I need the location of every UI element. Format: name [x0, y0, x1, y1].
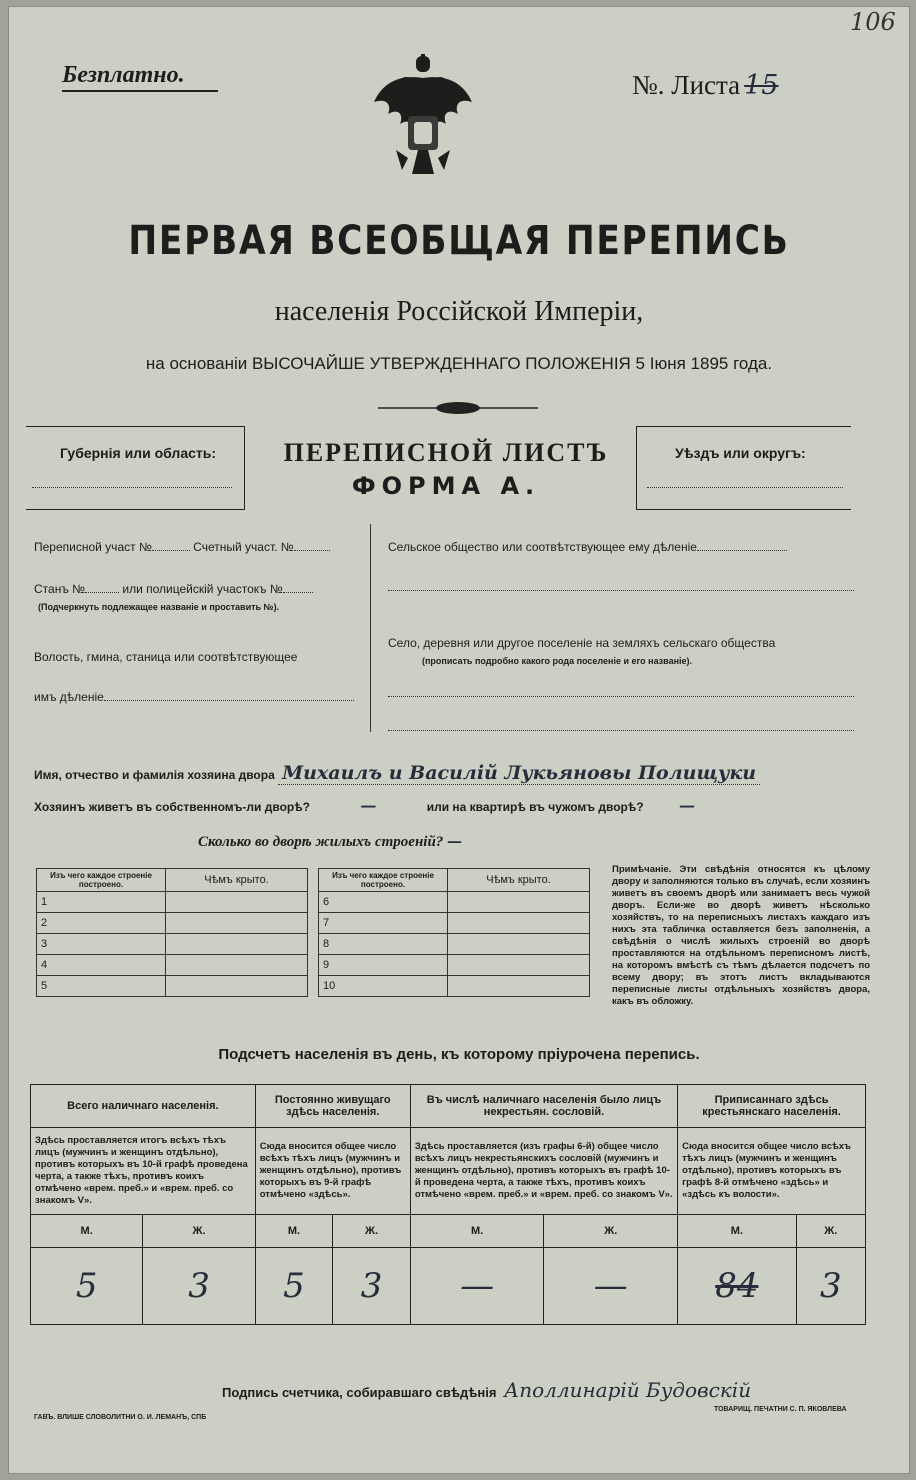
- female-header: Ж.: [544, 1215, 678, 1248]
- male-header: М.: [31, 1215, 143, 1248]
- census-section-field[interactable]: [152, 550, 190, 551]
- sheet-number: 15: [744, 70, 779, 101]
- male-header: М.: [678, 1215, 796, 1248]
- col-nonpeasant-header: Въ числѣ наличнаго населенія было лицъ некрестьян. сословій.: [410, 1085, 677, 1128]
- enumerator-signature[interactable]: Аполлинарій Будовскій: [504, 1378, 752, 1402]
- double-headed-eagle-icon: [368, 54, 478, 184]
- row-number: 1: [37, 892, 166, 913]
- village-field-2[interactable]: [388, 730, 854, 731]
- table-row: [319, 913, 590, 934]
- row-number: 3: [37, 934, 166, 955]
- table-row: [37, 934, 308, 955]
- table-row: [37, 955, 308, 976]
- roof-cell[interactable]: [166, 892, 308, 913]
- female-header: Ж.: [796, 1215, 865, 1248]
- table-row: [37, 976, 308, 997]
- row-number: 9: [319, 955, 448, 976]
- buildings-label: Сколько во дворѣ жилыхъ строеній?: [198, 834, 444, 850]
- roof-cell[interactable]: [166, 934, 308, 955]
- buildings-table-right: [318, 868, 590, 997]
- roof-cell[interactable]: [166, 976, 308, 997]
- roof-cell[interactable]: [448, 934, 590, 955]
- row-number: 5: [37, 976, 166, 997]
- col-roof-header: Чѣмъ крыто.: [166, 869, 308, 892]
- row-number: 2: [37, 913, 166, 934]
- rents-value[interactable]: —: [678, 796, 695, 815]
- col-total-header: Всего наличнаго населенія.: [31, 1085, 256, 1128]
- row-number: 4: [37, 955, 166, 976]
- col-peasant-desc: Сюда вносится общее число всѣхъ тѣхъ лицъ (мужчинъ и женщинъ отдѣльно), противъ которыхъ въ графѣ 8-й отмѣчено «здѣсь» и «здѣсь къ волости».: [678, 1128, 866, 1215]
- society-text: Сельское общество или соотвѣтствующее ему дѣленіе: [388, 540, 697, 554]
- count-section-field[interactable]: [294, 550, 330, 551]
- form-subtitle: ФОРМА А.: [351, 472, 541, 500]
- stan-field[interactable]: [85, 592, 119, 593]
- signature-label: Подпись счетчика, собиравшаго свѣдѣнія: [222, 1385, 497, 1400]
- table-row: [319, 892, 590, 913]
- owner-label: Имя, отчество и фамилія хозяина двора: [34, 768, 275, 782]
- stan-label: [34, 582, 313, 596]
- volost-field[interactable]: [104, 700, 354, 701]
- row-number: 7: [319, 913, 448, 934]
- volost-label-2: [34, 690, 354, 704]
- stan-note: (Подчеркнуть подлежащее названіе и проставить №).: [38, 602, 280, 612]
- roof-cell[interactable]: [166, 955, 308, 976]
- peasant-male-value[interactable]: 84: [678, 1248, 796, 1325]
- census-section-label: [34, 540, 330, 554]
- police-text: или полицейскій участокъ №: [122, 582, 283, 596]
- permanent-female-value[interactable]: 3: [333, 1248, 411, 1325]
- rents-label: или на квартирѣ въ чужомъ дворѣ?: [426, 800, 644, 814]
- col-peasant-header: Приписаннаго здѣсь крестьянскаго населенія.: [678, 1085, 866, 1128]
- roof-cell[interactable]: [448, 892, 590, 913]
- roof-cell[interactable]: [166, 913, 308, 934]
- count-title: Подсчетъ населенія въ день, къ которому пріурочена перепись.: [218, 1046, 700, 1063]
- nonpeasant-male-value[interactable]: —: [410, 1248, 544, 1325]
- owner-name[interactable]: Михаилъ и Василій Лукьяновы Полищуки: [278, 762, 760, 785]
- col-roof-header-2: Чѣмъ крыто.: [448, 869, 590, 892]
- basis-line: на основаніи ВЫСОЧАЙШЕ УТВЕРЖДЕННАГО ПОЛОЖЕНІЯ 5 Іюня 1895 года.: [145, 354, 773, 373]
- male-header: М.: [410, 1215, 544, 1248]
- buildings-question: [198, 832, 462, 851]
- village-note: (прописать подробно какого рода поселеніе и его названіе).: [422, 656, 693, 666]
- district-label: Уѣздъ или округъ:: [675, 445, 806, 461]
- total-male-value[interactable]: 5: [31, 1248, 143, 1325]
- police-field[interactable]: [283, 592, 313, 593]
- col-built-header: Изъ чего каждое строеніе построено.: [37, 869, 166, 892]
- col-permanent-header: Постоянно живущаго здѣсь населенія.: [255, 1085, 410, 1128]
- roof-cell[interactable]: [448, 955, 590, 976]
- volost-text-2: имъ дѣленіе: [34, 690, 104, 704]
- total-female-value[interactable]: 3: [143, 1248, 255, 1325]
- village-label: Село, деревня или другое поселеніе на земляхъ сельскаго общества: [388, 636, 776, 650]
- corner-number: 106: [850, 8, 896, 36]
- col-nonpeasant-desc: Здѣсь проставляется (изъ графы 6-й) общее число всѣхъ лицъ некрестьянскихъ сословій (мужчинъ и женщинъ отдѣльно), противъ которыхъ въ графѣ 10-й проведена черта, а также тѣхъ, противъ коихъ отмѣчено «врем. преб.» и «врем. преб. со знакомъ V».: [410, 1128, 677, 1215]
- row-number: 6: [319, 892, 448, 913]
- row-number: 8: [319, 934, 448, 955]
- printer-right: ТОВАРИЩ. ПЕЧАТНИ С. П. ЯКОВЛЕВА: [714, 1406, 847, 1413]
- ornament-divider-icon: [378, 400, 538, 416]
- census-section-text: Переписной участ №: [34, 540, 152, 554]
- society-label: [388, 540, 787, 554]
- lives-row: [34, 796, 727, 815]
- male-header: М.: [255, 1215, 333, 1248]
- subtitle: населенія Россійской Имперіи,: [274, 296, 644, 327]
- permanent-male-value[interactable]: 5: [255, 1248, 333, 1325]
- province-field[interactable]: [32, 487, 232, 488]
- free-underline: [62, 90, 218, 92]
- village-field[interactable]: [388, 696, 854, 697]
- volost-label: Волость, гмина, станица или соотвѣтствующее: [34, 650, 298, 664]
- col-built-header-2: Изъ чего каждое строеніе построено.: [319, 869, 448, 892]
- society-field-2[interactable]: [388, 590, 854, 591]
- sheet-label: №. Листа: [632, 70, 741, 100]
- nonpeasant-female-value[interactable]: —: [544, 1248, 678, 1325]
- stan-text: Станъ №: [34, 582, 86, 596]
- census-sheet: [8, 6, 910, 1474]
- table-row: [319, 934, 590, 955]
- table-row: [37, 892, 308, 913]
- buildings-table-left: [36, 868, 308, 997]
- table-row: [319, 955, 590, 976]
- count-section-text: Счетный участ. №: [193, 540, 294, 554]
- form-title: ПЕРЕПИСНОЙ ЛИСТЪ: [283, 438, 609, 467]
- note-text: Примѣчаніе. Эти свѣдѣнія относятся къ цѣлому двору и заполняются только въ случаѣ, если хозяинъ живетъ въ своемъ дворѣ или занимаетъ весь чужой дворъ. Если-же во дворѣ живетъ нѣсколько хозяйствъ, то на переписныхъ листахъ каждаго изъ нихъ эта табличка оставляется безъ заполненія, а свѣдѣнія о числѣ жилыхъ строеній во дворѣ проставляются на отдѣльномъ переписномъ листѣ, на которомъ вмѣстѣ съ тѣмъ дѣлается подсчетъ по всему двору; въ этотъ листъ вкладываются переписные листы отдѣльныхъ хозяйствъ двора, какъ въ обложку.: [612, 864, 870, 1007]
- buildings-value[interactable]: —: [447, 832, 463, 850]
- printer-left: ГАВЪ. ВЛИШЕ СЛОВОЛИТНИ О. И. ЛЕМАНЪ, СПБ: [34, 1414, 207, 1421]
- population-count-table: [30, 1084, 866, 1325]
- col-total-desc: Здѣсь проставляется итогъ всѣхъ тѣхъ лицъ (мужчинъ и женщинъ отдѣльно), противъ которыхъ въ 10-й графѣ проведена черта, а также тѣхъ, противъ коихъ отмѣчено «врем. преб.» и «врем. преб. со знакомъ V».: [31, 1128, 256, 1215]
- column-divider: [370, 524, 371, 732]
- table-row: [37, 913, 308, 934]
- owner-row: [34, 762, 864, 784]
- lives-label: Хозяинъ живетъ въ собственномъ-ли дворѣ?: [34, 800, 311, 814]
- female-header: Ж.: [143, 1215, 255, 1248]
- col-permanent-desc: Сюда вносится общее число всѣхъ тѣхъ лицъ (мужчинъ и женщинъ отдѣльно), противъ которыхъ въ 9-й графѣ отмѣчено «здѣсь».: [255, 1128, 410, 1215]
- free-label: Безплатно.: [62, 62, 185, 88]
- district-field[interactable]: [647, 487, 843, 488]
- peasant-female-value[interactable]: 3: [796, 1248, 865, 1325]
- sheet-number-label: [632, 70, 778, 101]
- row-number: 10: [319, 976, 448, 997]
- roof-cell[interactable]: [448, 913, 590, 934]
- main-title: ПЕРВАЯ ВСЕОБЩАЯ ПЕРЕПИСЬ: [128, 218, 790, 264]
- roof-cell[interactable]: [448, 976, 590, 997]
- table-row: [319, 976, 590, 997]
- signature-row: [222, 1378, 751, 1402]
- female-header: Ж.: [333, 1215, 411, 1248]
- lives-value[interactable]: —: [360, 796, 377, 815]
- district-box: [636, 426, 851, 510]
- province-box: [26, 426, 245, 510]
- society-field[interactable]: [697, 550, 787, 551]
- province-label: Губернія или область:: [60, 445, 217, 461]
